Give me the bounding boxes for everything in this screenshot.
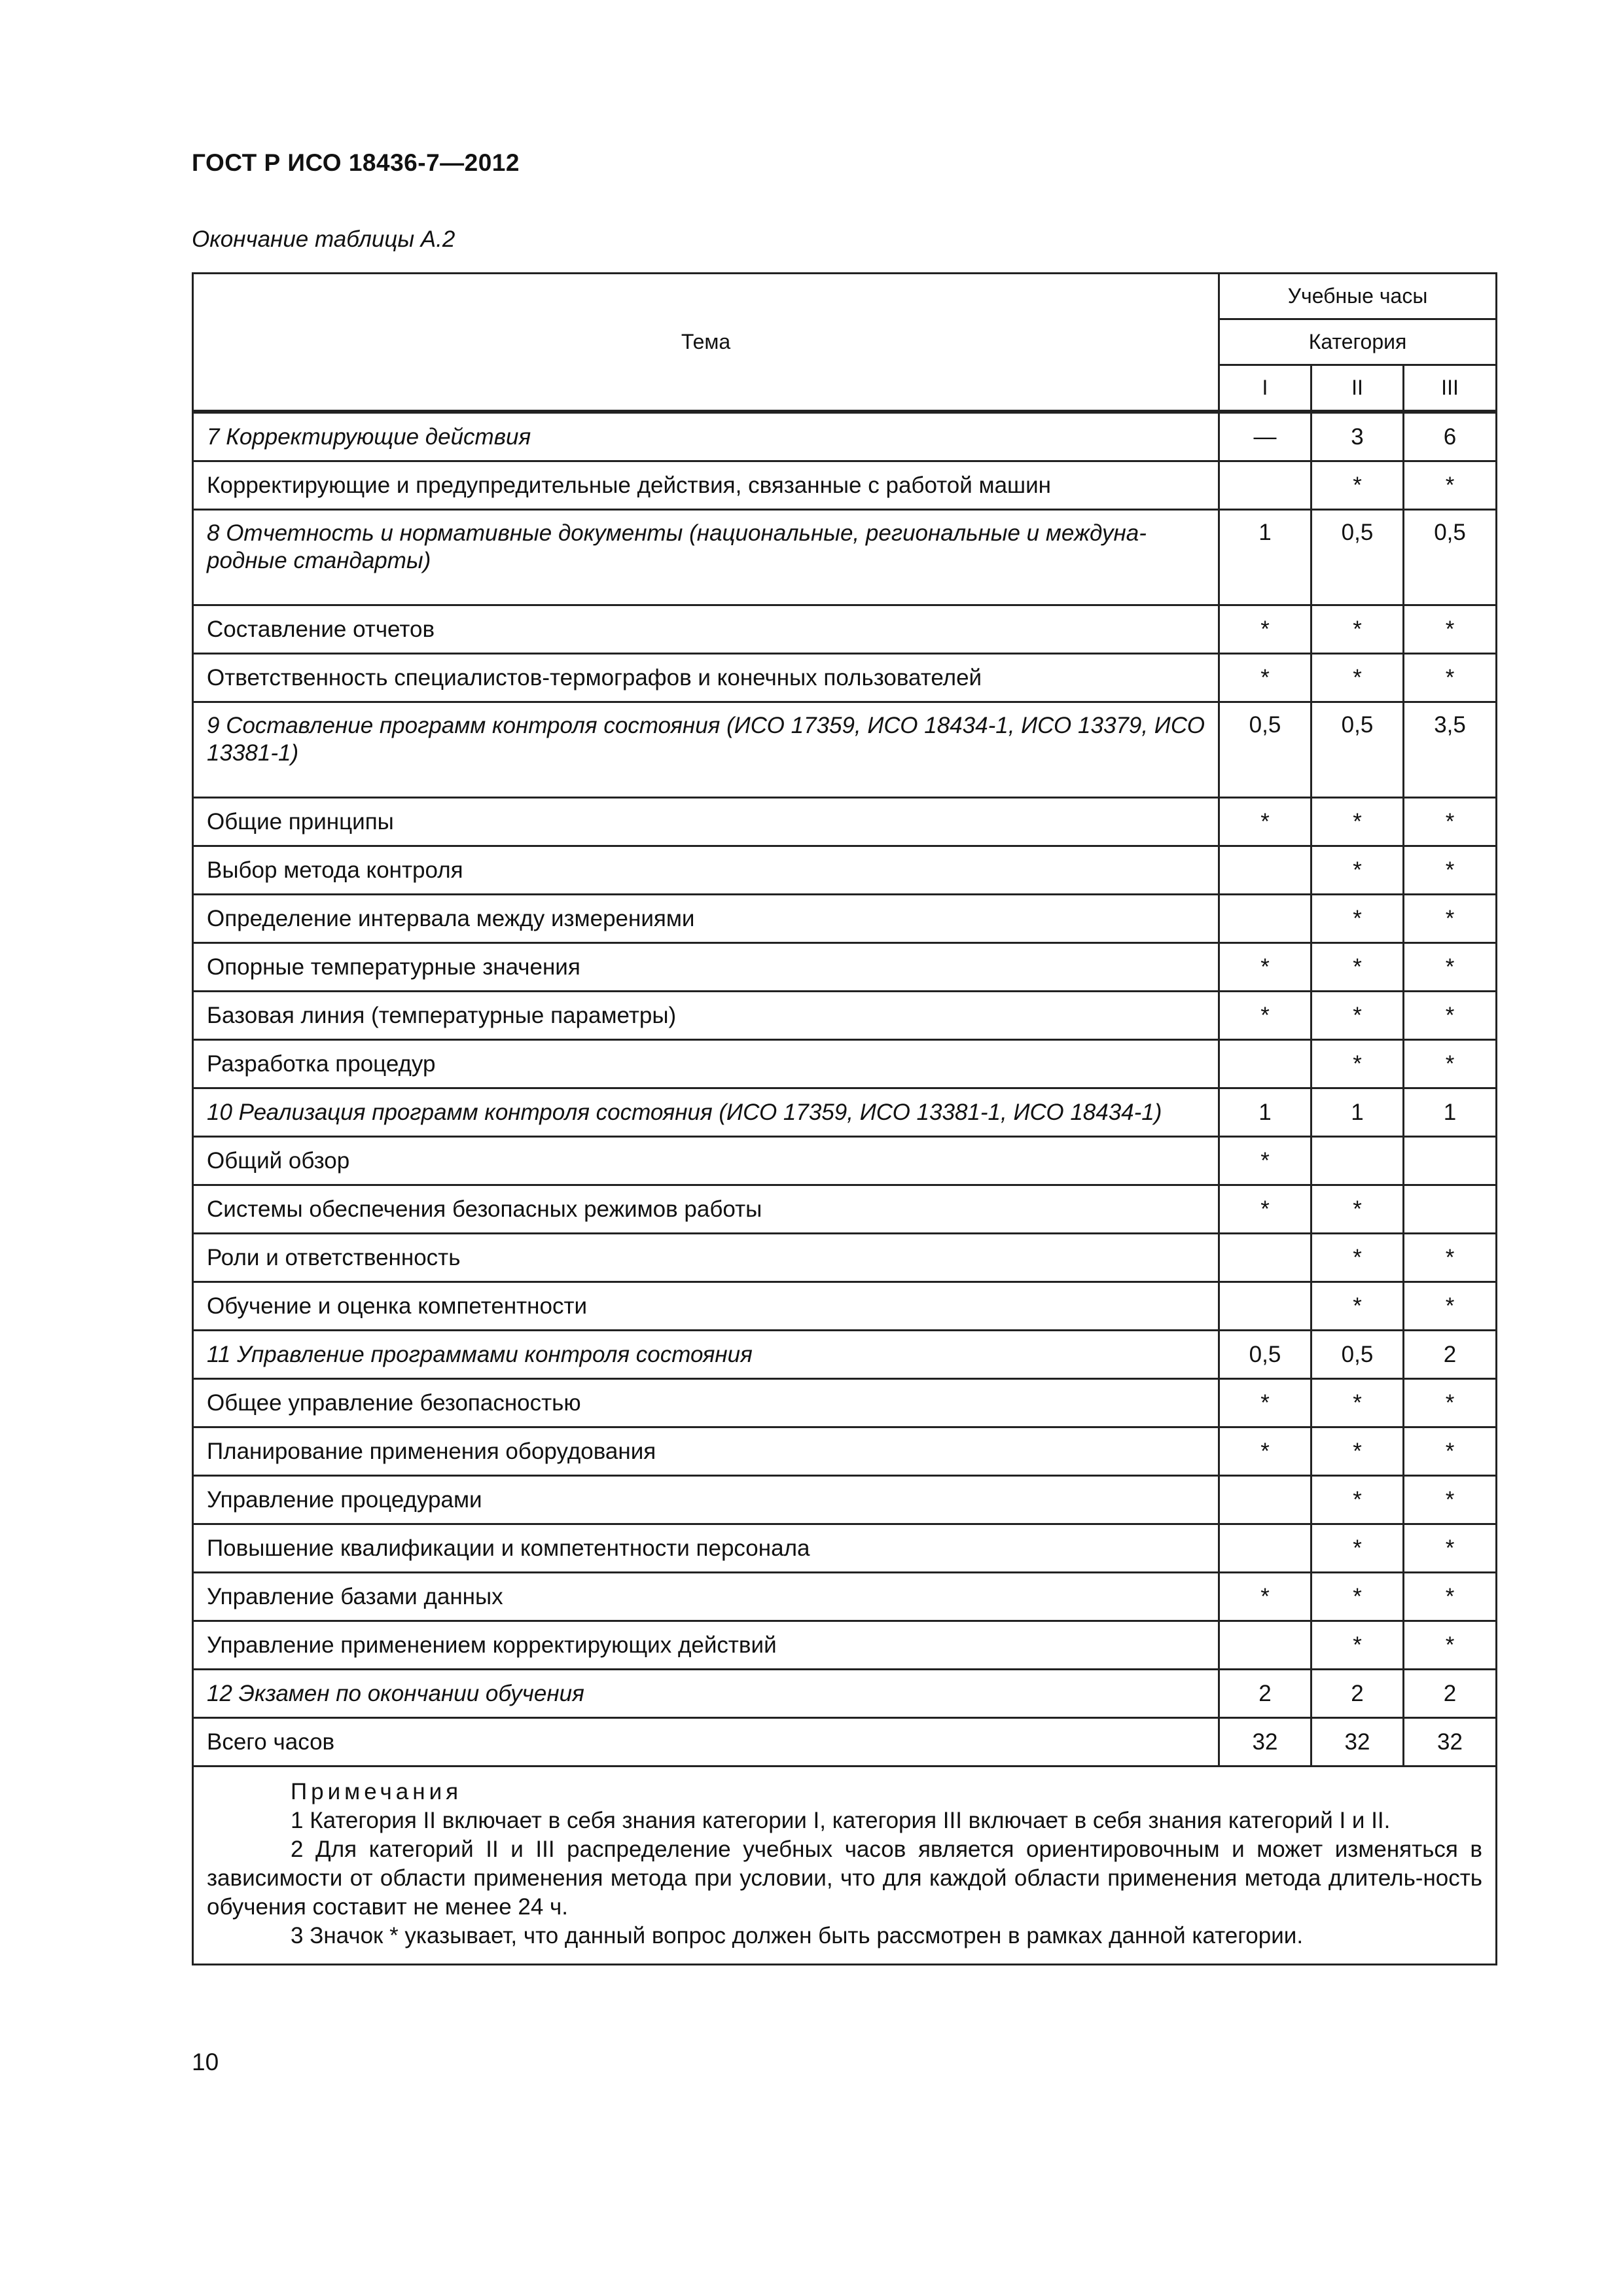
row-hours-cat-3: 2 <box>1404 1331 1497 1379</box>
row-hours-cat-1: 32 <box>1219 1718 1311 1767</box>
row-topic: Составление отчетов <box>193 605 1219 654</box>
note-item: 2 Для категорий II и III распределение учебных часов является ориентировочным и может изменяться в зависимости от области применения метода при условии, что для каждой области применения метода длитель-ность обучения составит не менее 24 ч. <box>207 1837 1483 1920</box>
row-hours-cat-2: * <box>1311 846 1404 895</box>
row-topic: Управление базами данных <box>193 1573 1219 1621</box>
row-topic: Всего часов <box>193 1718 1219 1767</box>
row-hours-cat-1 <box>1219 1524 1311 1573</box>
row-hours-cat-2: * <box>1311 943 1404 992</box>
table-row <box>193 1476 1497 1524</box>
table-caption: Окончание таблицы А.2 <box>192 226 455 252</box>
row-hours-cat-3: * <box>1404 895 1497 943</box>
row-hours-cat-1: * <box>1219 1427 1311 1476</box>
row-hours-cat-3: 2 <box>1404 1670 1497 1718</box>
row-hours-cat-3: * <box>1404 1379 1497 1427</box>
row-hours-cat-1: * <box>1219 1379 1311 1427</box>
row-hours-cat-2: * <box>1311 992 1404 1040</box>
row-hours-cat-2: * <box>1311 1427 1404 1476</box>
table-row <box>193 1088 1497 1137</box>
row-hours-cat-2: 1 <box>1311 1088 1404 1137</box>
row-topic: 8 Отчетность и нормативные документы (национальные, региональные и междуна-родные стандарты) <box>193 510 1219 605</box>
table-row <box>193 1524 1497 1573</box>
row-hours-cat-1: 1 <box>1219 510 1311 605</box>
row-hours-cat-3: * <box>1404 461 1497 510</box>
row-topic: 12 Экзамен по окончании обучения <box>193 1670 1219 1718</box>
row-hours-cat-3: * <box>1404 605 1497 654</box>
row-hours-cat-2: * <box>1311 1185 1404 1234</box>
row-hours-cat-3: * <box>1404 846 1497 895</box>
row-hours-cat-3 <box>1404 1185 1497 1234</box>
row-hours-cat-2: * <box>1311 461 1404 510</box>
note-item: 3 Значок * указывает, что данный вопрос должен быть рассмотрен в рамках данной категории. <box>291 1923 1304 1948</box>
row-hours-cat-2: * <box>1311 1040 1404 1088</box>
row-topic: Повышение квалификации и компетентности персонала <box>193 1524 1219 1573</box>
row-hours-cat-2: 0,5 <box>1311 510 1404 605</box>
table-row <box>193 943 1497 992</box>
table-row <box>193 1282 1497 1331</box>
row-topic: Разработка процедур <box>193 1040 1219 1088</box>
row-topic: Общие принципы <box>193 798 1219 846</box>
row-hours-cat-1 <box>1219 1476 1311 1524</box>
notes-row <box>193 1767 1497 1965</box>
row-hours-cat-1 <box>1219 895 1311 943</box>
table-row <box>193 510 1497 605</box>
row-hours-cat-3: 3,5 <box>1404 702 1497 798</box>
header-category-1: I <box>1219 365 1311 412</box>
row-topic: Ответственность специалистов-термографов и конечных пользователей <box>193 654 1219 702</box>
row-hours-cat-2 <box>1311 1137 1404 1185</box>
table-row <box>193 1427 1497 1476</box>
note-item: 1 Категория II включает в себя знания категории I, категория III включает в себя знания категорий I и II. <box>291 1808 1391 1833</box>
row-hours-cat-1 <box>1219 1040 1311 1088</box>
training-hours-table <box>192 272 1497 1965</box>
row-hours-cat-3: * <box>1404 1524 1497 1573</box>
row-topic: Корректирующие и предупредительные действия, связанные с работой машин <box>193 461 1219 510</box>
row-hours-cat-3: * <box>1404 798 1497 846</box>
row-topic: Общее управление безопасностью <box>193 1379 1219 1427</box>
row-hours-cat-3: * <box>1404 1234 1497 1282</box>
row-hours-cat-3: 32 <box>1404 1718 1497 1767</box>
table-row <box>193 654 1497 702</box>
row-topic: 10 Реализация программ контроля состояния (ИСО 17359, ИСО 13381-1, ИСО 18434-1) <box>193 1088 1219 1137</box>
table-row <box>193 1234 1497 1282</box>
row-topic: Базовая линия (температурные параметры) <box>193 992 1219 1040</box>
row-hours-cat-1: 0,5 <box>1219 702 1311 798</box>
row-hours-cat-1 <box>1219 1234 1311 1282</box>
row-hours-cat-2: * <box>1311 798 1404 846</box>
row-hours-cat-2: * <box>1311 1573 1404 1621</box>
row-topic: Обучение и оценка компетентности <box>193 1282 1219 1331</box>
row-hours-cat-1: * <box>1219 1185 1311 1234</box>
row-hours-cat-2: 32 <box>1311 1718 1404 1767</box>
table-row <box>193 798 1497 846</box>
row-hours-cat-1 <box>1219 1621 1311 1670</box>
row-topic: Роли и ответственность <box>193 1234 1219 1282</box>
table-row <box>193 1185 1497 1234</box>
row-hours-cat-1: — <box>1219 412 1311 461</box>
row-hours-cat-1: * <box>1219 654 1311 702</box>
table-row <box>193 1137 1497 1185</box>
header-training-hours: Учебные часы <box>1219 274 1497 319</box>
row-hours-cat-2: * <box>1311 605 1404 654</box>
row-hours-cat-3: * <box>1404 1427 1497 1476</box>
row-hours-cat-2: * <box>1311 895 1404 943</box>
document-header: ГОСТ Р ИСО 18436-7—2012 <box>192 149 520 176</box>
row-hours-cat-3: * <box>1404 992 1497 1040</box>
row-topic: Опорные температурные значения <box>193 943 1219 992</box>
row-hours-cat-3: * <box>1404 1621 1497 1670</box>
table-row-total <box>193 1718 1497 1767</box>
row-hours-cat-3: * <box>1404 1476 1497 1524</box>
row-hours-cat-2: * <box>1311 1282 1404 1331</box>
row-hours-cat-1: * <box>1219 605 1311 654</box>
row-hours-cat-1: 0,5 <box>1219 1331 1311 1379</box>
table-row <box>193 1670 1497 1718</box>
row-hours-cat-3: * <box>1404 654 1497 702</box>
table-row <box>193 605 1497 654</box>
row-hours-cat-1: 1 <box>1219 1088 1311 1137</box>
row-topic: Управление процедурами <box>193 1476 1219 1524</box>
table-row <box>193 895 1497 943</box>
page-number: 10 <box>192 2049 219 2075</box>
row-topic: 7 Корректирующие действия <box>193 412 1219 461</box>
row-hours-cat-1: * <box>1219 992 1311 1040</box>
table-row <box>193 702 1497 798</box>
table-row <box>193 846 1497 895</box>
row-hours-cat-2: * <box>1311 1379 1404 1427</box>
row-topic: 11 Управление программами контроля состояния <box>193 1331 1219 1379</box>
row-hours-cat-1: * <box>1219 798 1311 846</box>
row-topic: Общий обзор <box>193 1137 1219 1185</box>
row-hours-cat-3: * <box>1404 1040 1497 1088</box>
row-hours-cat-1 <box>1219 846 1311 895</box>
row-hours-cat-2: * <box>1311 1524 1404 1573</box>
row-hours-cat-1 <box>1219 461 1311 510</box>
row-hours-cat-3: 0,5 <box>1404 510 1497 605</box>
row-hours-cat-1 <box>1219 1282 1311 1331</box>
row-hours-cat-3: 6 <box>1404 412 1497 461</box>
row-hours-cat-1: 2 <box>1219 1670 1311 1718</box>
row-hours-cat-2: 3 <box>1311 412 1404 461</box>
header-topic: Тема <box>193 274 1219 412</box>
header-category-3: III <box>1404 365 1497 412</box>
row-hours-cat-2: 0,5 <box>1311 1331 1404 1379</box>
table-row <box>193 1573 1497 1621</box>
row-hours-cat-3: * <box>1404 1282 1497 1331</box>
row-hours-cat-2: * <box>1311 1621 1404 1670</box>
notes-block <box>193 1767 1497 1965</box>
row-hours-cat-2: 0,5 <box>1311 702 1404 798</box>
row-topic: 9 Составление программ контроля состояния (ИСО 17359, ИСО 18434-1, ИСО 13379, ИСО 13381-1) <box>193 702 1219 798</box>
row-hours-cat-2: 2 <box>1311 1670 1404 1718</box>
table-row <box>193 1331 1497 1379</box>
row-topic: Управление применением корректирующих действий <box>193 1621 1219 1670</box>
row-hours-cat-1: * <box>1219 1137 1311 1185</box>
table-row <box>193 992 1497 1040</box>
row-topic: Определение интервала между измерениями <box>193 895 1219 943</box>
notes-title: Примечания <box>291 1779 463 1804</box>
row-topic: Выбор метода контроля <box>193 846 1219 895</box>
row-topic: Системы обеспечения безопасных режимов работы <box>193 1185 1219 1234</box>
row-hours-cat-3: * <box>1404 1573 1497 1621</box>
row-hours-cat-1: * <box>1219 943 1311 992</box>
row-hours-cat-2: * <box>1311 654 1404 702</box>
row-hours-cat-2: * <box>1311 1476 1404 1524</box>
header-category-2: II <box>1311 365 1404 412</box>
row-hours-cat-1: * <box>1219 1573 1311 1621</box>
table-row <box>193 1621 1497 1670</box>
table-row <box>193 412 1497 461</box>
row-hours-cat-3: * <box>1404 943 1497 992</box>
row-topic: Планирование применения оборудования <box>193 1427 1219 1476</box>
row-hours-cat-2: * <box>1311 1234 1404 1282</box>
table-row <box>193 1040 1497 1088</box>
header-category: Категория <box>1219 319 1497 365</box>
row-hours-cat-3 <box>1404 1137 1497 1185</box>
row-hours-cat-3: 1 <box>1404 1088 1497 1137</box>
table-row <box>193 1379 1497 1427</box>
table-row <box>193 461 1497 510</box>
